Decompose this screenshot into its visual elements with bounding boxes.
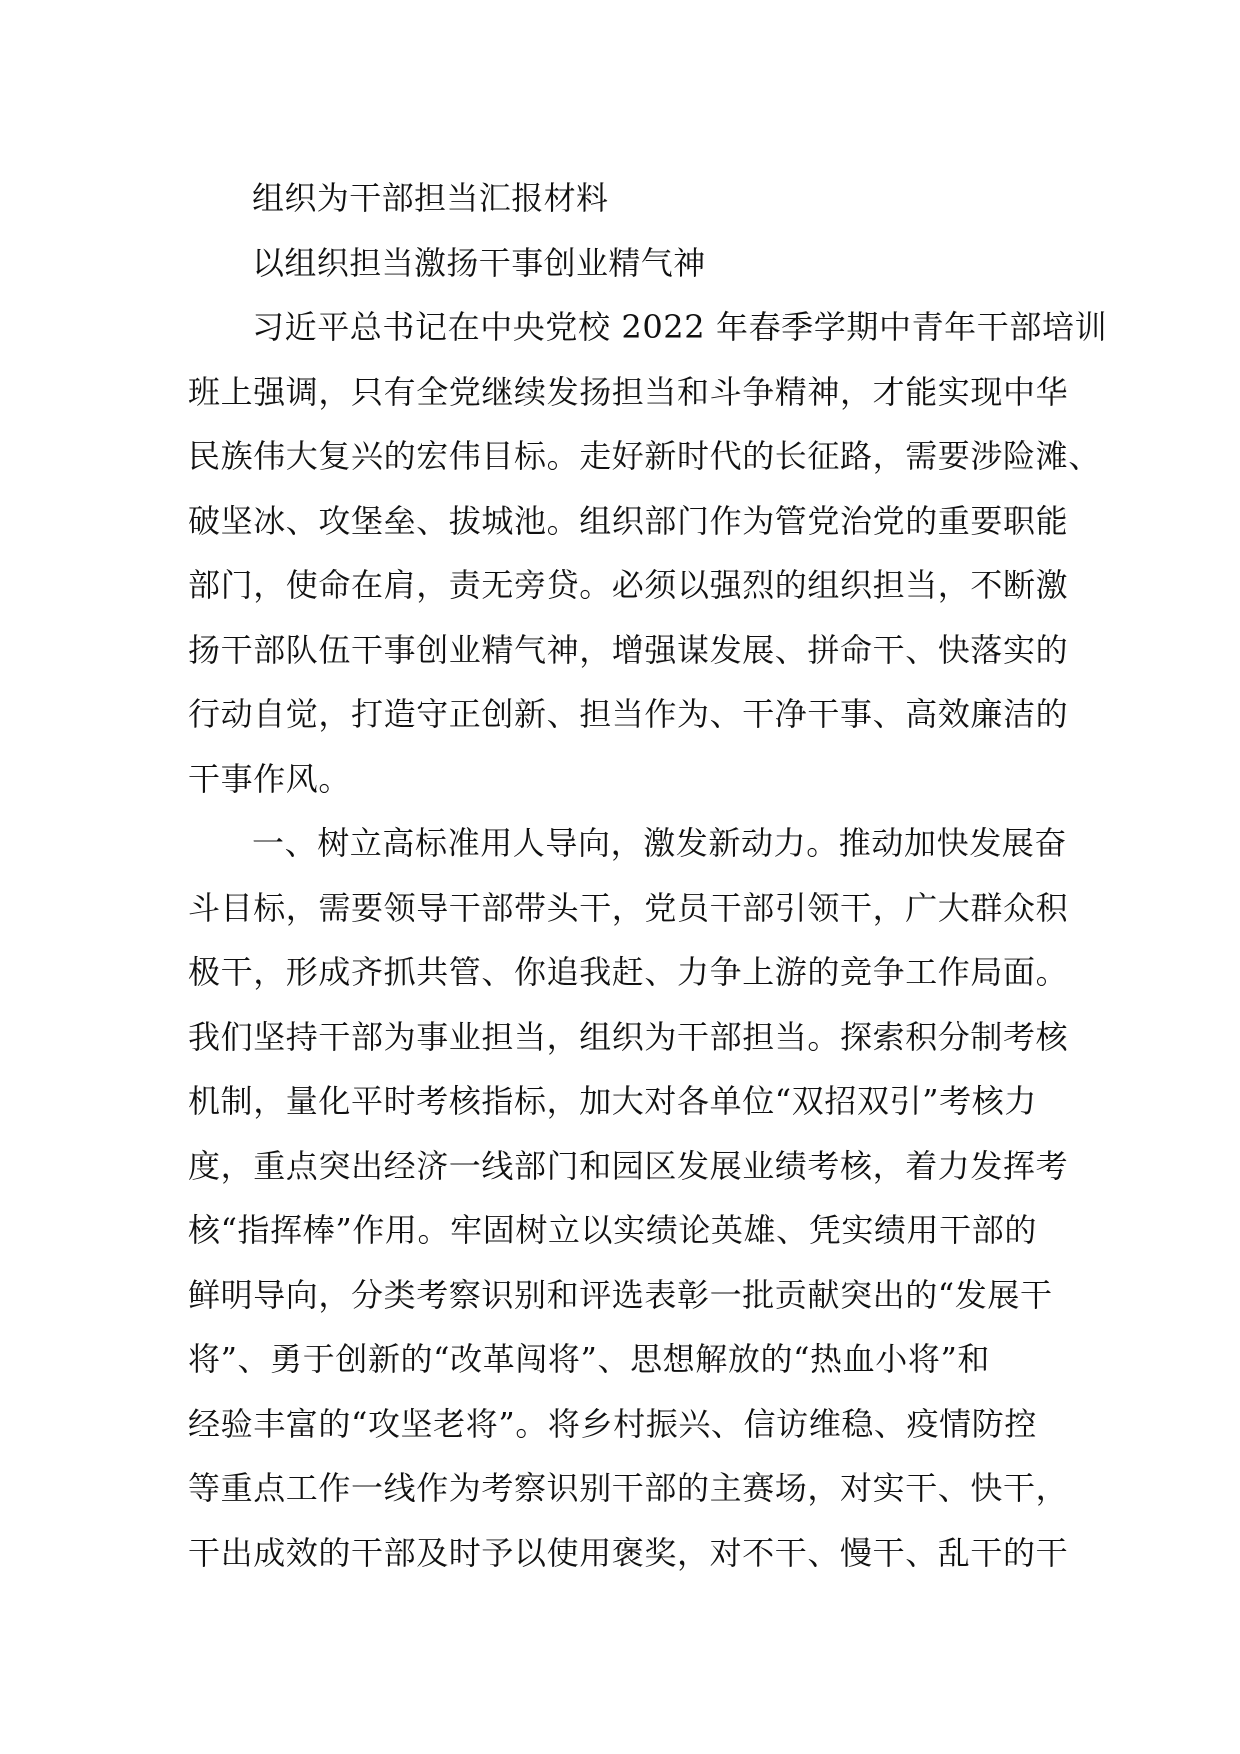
paragraph-line: 民族伟大复兴的宏伟目标。走好新时代的长征路，需要涉险滩、 — [188, 437, 1101, 475]
paragraph-line: 行动自觉，打造守正创新、担当作为、干净干事、高效廉洁的 — [188, 695, 1069, 733]
paragraph-line: 班上强调，只有全党继续发扬担当和斗争精神，才能实现中华 — [188, 372, 1069, 411]
paragraph-line: 扬干部队伍干事创业精气神，增强谋发展、拼命干、快落实的 — [188, 630, 1069, 669]
paragraph-line: 斗目标，需要领导干部带头干，党员干部引领干，广大群众积 — [188, 888, 1069, 927]
paragraph-line: 破坚冰、攻堡垒、拔城池。组织部门作为管党治党的重要职能 — [188, 501, 1069, 540]
paragraph-line: 鲜明导向，分类考察识别和评选表彰一批贡献突出的“发展干 — [188, 1275, 1053, 1314]
paragraph-line: 一、树立高标准用人导向，激发新动力。推动加快发展奋 — [252, 824, 1068, 862]
paragraph-2 — [188, 811, 1068, 1585]
paragraph-line: 等重点工作一线作为考察识别干部的主赛场，对实干、快干， — [188, 1469, 1069, 1507]
paragraph-line: 经验丰富的“攻坚老将”。将乡村振兴、信访维稳、疫情防控 — [188, 1404, 1037, 1443]
paragraph-line: 习近平总书记在中央党校 2022 年春季学期中青年干部培训 — [252, 308, 1108, 346]
document-title: 组织为干部担当汇报材料 — [252, 179, 609, 217]
paragraph-line: 干出成效的干部及时予以使用褒奖，对不干、慢干、乱干的干 — [188, 1533, 1069, 1572]
paragraph-line: 我们坚持干部为事业担当，组织为干部担当。探索积分制考核 — [188, 1017, 1069, 1056]
paragraph-line: 度，重点突出经济一线部门和园区发展业绩考核，着力发挥考 — [188, 1146, 1069, 1185]
paragraph-line: 极干，形成齐抓共管、你追我赶、力争上游的竞争工作局面。 — [188, 953, 1069, 991]
paragraph-line: 核“指挥棒”作用。牢固树立以实绩论英雄、凭实绩用干部的 — [188, 1211, 1037, 1249]
paragraph-1 — [188, 295, 1108, 811]
document-body — [188, 166, 1108, 1585]
paragraph-line: 将”、勇于创新的“改革闯将”、思想解放的“热血小将”和 — [188, 1340, 990, 1378]
paragraph-line: 机制，量化平时考核指标，加大对各单位“双招双引”考核力 — [188, 1082, 1037, 1120]
document-subtitle: 以组织担当激扬干事创业精气神 — [252, 243, 706, 282]
paragraph-line: 干事作风。 — [188, 759, 352, 798]
paragraph-line: 部门，使命在肩，责无旁贷。必须以强烈的组织担当，不断激 — [188, 566, 1069, 604]
